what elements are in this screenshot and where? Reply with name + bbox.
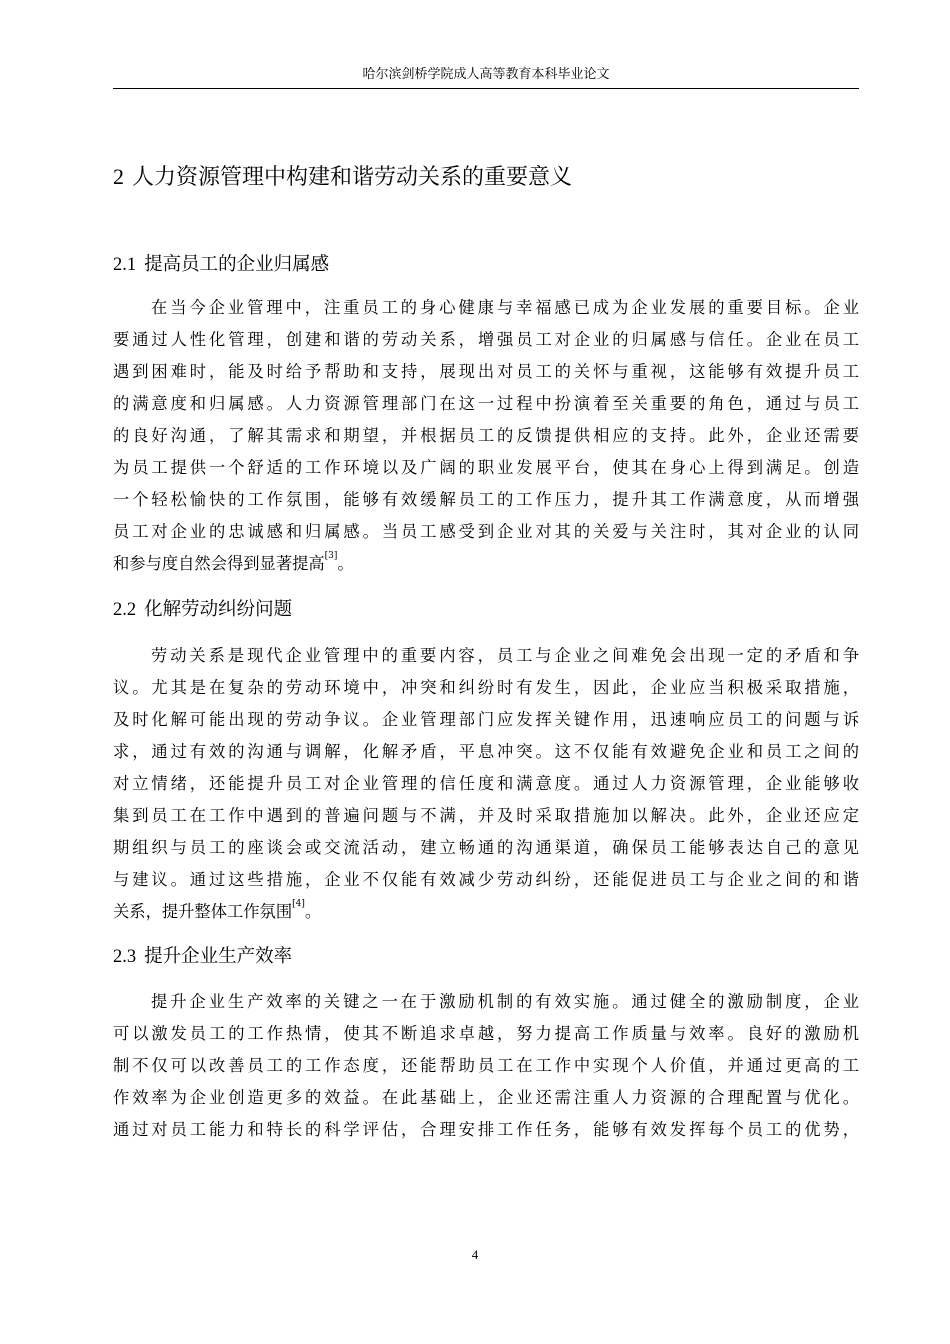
- chapter-number: 2: [113, 164, 124, 189]
- text-line: 的良好沟通，了解其需求和期望，并根据员工的反馈提供相应的支持。此外，企业还需要: [113, 426, 859, 445]
- section-2-2-paragraph: [113, 640, 859, 928]
- section-title: 提升企业生产效率: [144, 946, 293, 967]
- text-line: 通过对员工能力和特长的科学评估，合理安排工作任务，能够有效发挥每个员工的优势，: [113, 1120, 859, 1139]
- section-number: 2.1: [113, 255, 137, 275]
- end-punctuation: 。: [337, 554, 354, 573]
- section-number: 2.3: [113, 947, 137, 967]
- end-punctuation: 。: [304, 902, 322, 921]
- chapter-heading: [113, 160, 859, 195]
- text-line: 劳动关系是现代企业管理中的重要内容，员工与企业之间难免会出现一定的矛盾和争: [151, 646, 859, 665]
- text-line: 要通过人性化管理，创建和谐的劳动关系，增强员工对企业的归属感与信任。企业在员工: [113, 330, 859, 349]
- section-2-3-paragraph: [113, 986, 859, 1146]
- page-number: 4: [471, 1247, 479, 1262]
- text-line: 与建议。通过这些措施，企业不仅能有效减少劳动纠纷，还能促进员工与企业之间的和谐: [113, 870, 859, 889]
- chapter-title: 人力资源管理中构建和谐劳动关系的重要意义: [132, 165, 573, 190]
- text-line: 员工对企业的忠诚感和归属感。当员工感受到企业对其的关爱与关注时，其对企业的认同: [113, 522, 859, 541]
- section-title: 提高员工的企业归属感: [144, 254, 330, 275]
- text-line: 可以激发员工的工作热情，使其不断追求卓越，努力提高工作质量与效率。良好的激励机: [113, 1024, 859, 1043]
- text-line: 集到员工在工作中遇到的普遍问题与不满，并及时采取措施加以解决。此外，企业还应定: [113, 806, 859, 825]
- text-line-content: 和参与度自然会得到显著提高: [113, 554, 325, 573]
- text-line: 作效率为企业创造更多的效益。在此基础上，企业还需注重人力资源的合理配置与优化。: [113, 1088, 859, 1107]
- text-line: 一个轻松愉快的工作氛围，能够有效缓解员工的工作压力，提升其工作满意度，从而增强: [113, 490, 859, 509]
- section-heading-2-2: [113, 595, 859, 625]
- text-line: 提升企业生产效率的关键之一在于激励机制的有效实施。通过健全的激励制度，企业: [151, 992, 859, 1011]
- section-heading-2-1: [113, 250, 859, 280]
- text-line: [113, 896, 859, 928]
- section-2-1-paragraph: [113, 292, 859, 580]
- text-line: 制不仅可以改善员工的工作态度，还能帮助员工在工作中实现个人价值，并通过更高的工: [113, 1056, 859, 1075]
- text-line: 期组织与员工的座谈会或交流活动，建立畅通的沟通渠道，确保员工能够表达自己的意见: [113, 838, 859, 857]
- text-line: 的满意度和归属感。人力资源管理部门在这一过程中扮演着至关重要的角色，通过与员工: [113, 394, 859, 413]
- section-number: 2.2: [113, 600, 137, 620]
- citation-reference: [4]: [292, 899, 305, 909]
- text-line: 及时化解可能出现的劳动争议。企业管理部门应发挥关键作用，迅速响应员工的问题与诉: [113, 710, 859, 729]
- text-line: 为员工提供一个舒适的工作环境以及广阔的职业发展平台，使其在身心上得到满足。创造: [113, 458, 859, 477]
- text-line-content: 关系，提升整体工作氛围: [113, 902, 293, 921]
- text-line: [113, 548, 859, 580]
- page-header: [113, 62, 859, 89]
- section-title: 化解劳动纠纷问题: [144, 599, 293, 620]
- text-line: 对立情绪，还能提升员工对企业管理的信任度和满意度。通过人力资源管理，企业能够收: [113, 774, 859, 793]
- text-line: 在当今企业管理中，注重员工的身心健康与幸福感已成为企业发展的重要目标。企业: [151, 298, 859, 317]
- citation-reference: [3]: [324, 551, 338, 561]
- section-heading-2-3: [113, 942, 859, 972]
- header-title: 哈尔滨剑桥学院成人高等教育本科毕业论文: [362, 67, 610, 82]
- text-line: 议。尤其是在复杂的劳动环境中，冲突和纠纷时有发生，因此，企业应当积极采取措施，: [113, 678, 859, 697]
- text-line: 遇到困难时，能及时给予帮助和支持，展现出对员工的关怀与重视，这能够有效提升员工: [113, 362, 859, 381]
- text-line: 求，通过有效的沟通与调解，化解矛盾，平息冲突。这不仅能有效避免企业和员工之间的: [113, 742, 859, 761]
